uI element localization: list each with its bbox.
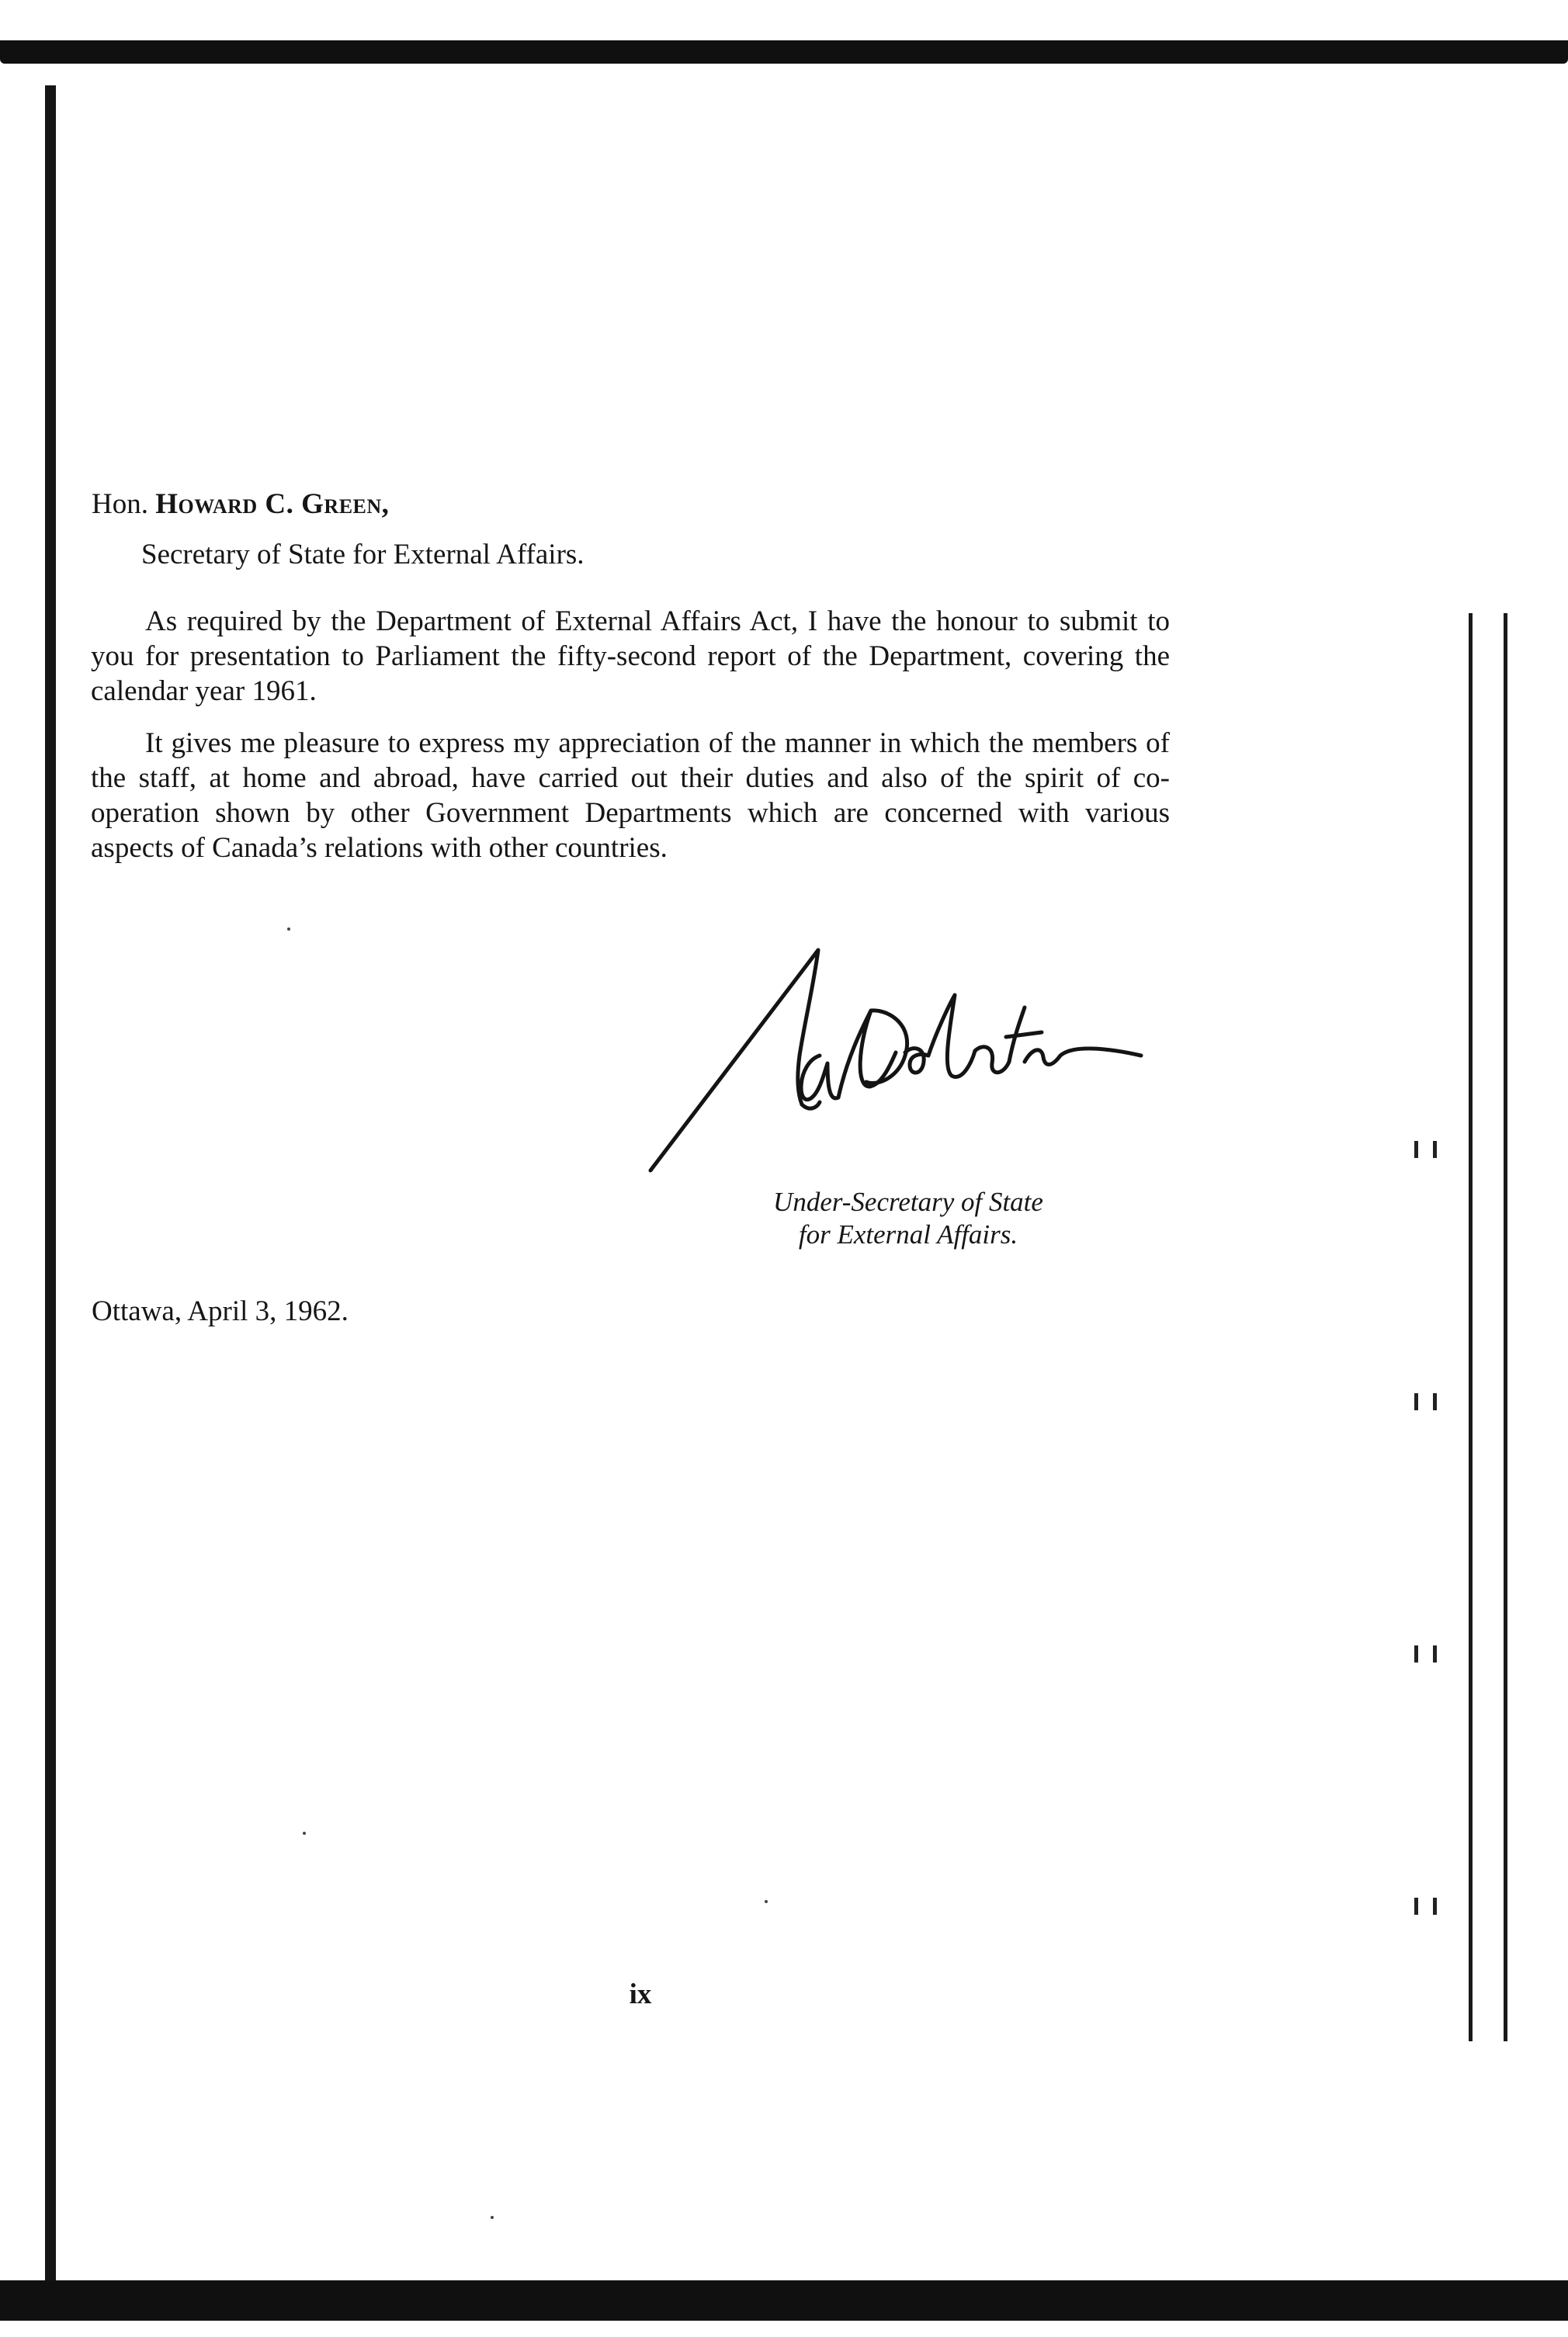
signature-caption-line-1: Under-Secretary of State xyxy=(773,1187,1043,1217)
margin-tick xyxy=(1433,1141,1437,1158)
margin-tick xyxy=(1433,1898,1437,1915)
handwritten-signature xyxy=(644,939,1157,1188)
margin-tick xyxy=(1433,1645,1437,1663)
signature-caption-line-2: for External Affairs. xyxy=(798,1219,1018,1250)
body-paragraph-2: It gives me pleasure to express my appreciation of the manner in which the members of the staff, at home and abroad, have carried out their duties and also of the spirit of co-operation shown by other Government Departments which are concerned with various aspects of Canada’s relations with other countries. xyxy=(91,727,1170,864)
addressee-name: Howard C. Green, xyxy=(155,488,390,520)
scan-speck xyxy=(491,2216,494,2219)
scan-speck xyxy=(765,1900,768,1903)
scan-border-left xyxy=(45,85,56,2290)
margin-line xyxy=(1469,613,1473,2041)
addressee-line xyxy=(92,487,389,522)
margin-line xyxy=(1504,613,1507,2041)
margin-tick xyxy=(1433,1393,1437,1410)
scan-border-top xyxy=(0,40,1568,64)
margin-tick xyxy=(1414,1141,1418,1158)
scan-speck xyxy=(287,928,290,931)
scan-speck xyxy=(303,1832,306,1835)
margin-tick xyxy=(1414,1393,1418,1410)
signature-caption xyxy=(699,1186,1118,1251)
margin-tick xyxy=(1414,1898,1418,1915)
margin-tick xyxy=(1414,1645,1418,1663)
addressee-prefix: Hon. xyxy=(92,488,148,520)
place-date: Ottawa, April 3, 1962. xyxy=(92,1295,349,1327)
addressee-title: Secretary of State for External Affairs. xyxy=(141,539,585,570)
page-number: ix xyxy=(629,1978,652,2010)
body-paragraph-1: As required by the Department of External Affairs Act, I have the honour to submit to you for presentation to Parliament the fifty-second report of the Department, covering the calendar year 1961. xyxy=(91,605,1170,707)
scan-border-bottom xyxy=(0,2280,1568,2321)
